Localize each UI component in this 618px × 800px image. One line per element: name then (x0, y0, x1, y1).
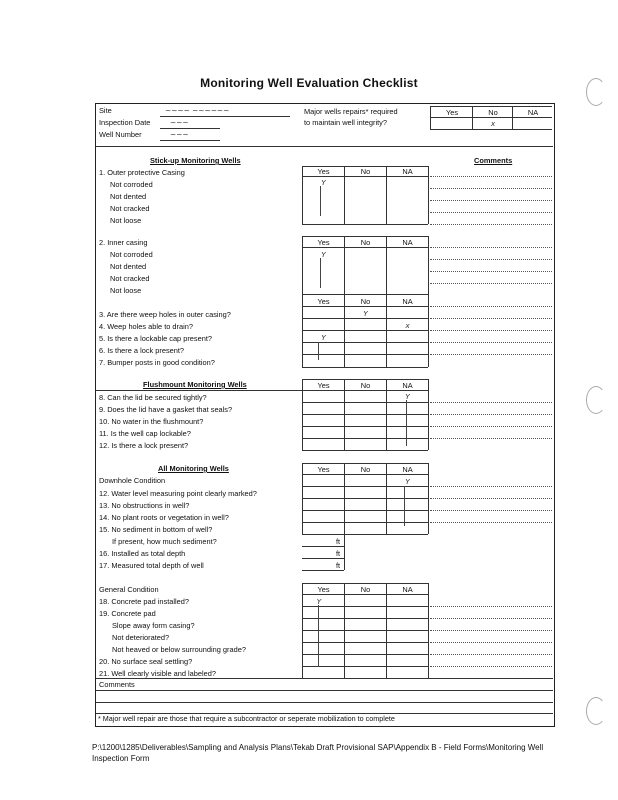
q2a-label: Not corroded (110, 250, 153, 259)
q21-label: 21. Well clearly visible and labeled? (99, 669, 216, 678)
q7-label: 7. Bumper posts in good condition? (99, 358, 215, 367)
q5-mark: Y (321, 333, 326, 342)
q15-label: 15. No sediment in bottom of well? (99, 525, 213, 534)
q6-label: 6. Is there a lock present? (99, 346, 185, 355)
all-col-no: No (360, 465, 371, 474)
general-col-yes: Yes (317, 585, 330, 594)
stickup-section-title: Stick-up Monitoring Wells (150, 156, 241, 165)
measured-depth-unit: ft (336, 561, 341, 570)
site-value: ~~~~ ~~~~~~ (165, 106, 230, 115)
q9-label: 9. Does the lid have a gasket that seals? (99, 405, 233, 414)
q3-mark: Y (363, 309, 368, 318)
site-label: Site (99, 106, 112, 115)
q5-label: 5. Is there a lockable cap present? (99, 334, 212, 343)
flush-col-na: NA (402, 381, 413, 390)
q1-col-na: NA (402, 167, 413, 176)
q2d-label: Not loose (110, 286, 142, 295)
binder-hole-top (586, 78, 606, 106)
all-mark: Y (405, 477, 410, 486)
q3-col-no: No (360, 297, 371, 306)
q19a-label: Slope away form casing? (112, 621, 195, 630)
q3-col-na: NA (402, 297, 413, 306)
q19-label: 19. Concrete pad (99, 609, 156, 618)
q2b-label: Not dented (110, 262, 147, 271)
q20-label: 20. No surface seal settling? (99, 657, 193, 666)
installed-depth-unit: ft (336, 549, 341, 558)
repairs-col-no: No (488, 108, 498, 117)
q16-label: 16. Installed as total depth (99, 549, 186, 558)
q2-col-yes: Yes (317, 238, 330, 247)
file-path-footer: P:\1200\1285\Deliverables\Sampling and Analysis Plans\Tekab Draft Provisional SAP\Appendix B - Field Forms\Monitoring Well Inspection Form (92, 743, 544, 763)
q18-label: 18. Concrete pad installed? (99, 597, 189, 606)
flushmount-section-title: Flushmount Monitoring Wells (143, 380, 247, 389)
general-col-na: NA (402, 585, 413, 594)
q1b-label: Not dented (110, 192, 147, 201)
downhole-condition-label: Downhole Condition (99, 476, 166, 485)
q17-label: 17. Measured total depth of well (99, 561, 204, 570)
general-mark: Y (316, 597, 322, 606)
inspection-date-label: Inspection Date (99, 118, 151, 127)
q1-col-yes: Yes (317, 167, 330, 176)
major-repairs-question-line1: Major wells repairs* required (304, 107, 398, 116)
form-title: Monitoring Well Evaluation Checklist (200, 76, 418, 90)
q4-mark: x (405, 321, 410, 330)
q2c-label: Not cracked (110, 274, 150, 283)
q10-label: 10. No water in the flushmount? (99, 417, 204, 426)
all-col-yes: Yes (317, 465, 330, 474)
q11-label: 11. Is the well cap lockable? (99, 429, 191, 438)
major-repairs-question-line2: to maintain well integrity? (304, 118, 387, 127)
q1c-label: Not cracked (110, 204, 150, 213)
q3-label: 3. Are there weep holes in outer casing? (99, 310, 231, 319)
general-col-no: No (360, 585, 371, 594)
q14-label: 14. No plant roots or vegetation in well? (99, 513, 229, 522)
q12b-label: 12. Water level measuring point clearly marked? (99, 489, 257, 498)
q1a-label: Not corroded (110, 180, 153, 189)
inspection-date-value: ~~~ (170, 118, 189, 127)
well-number-value: ~~~ (170, 130, 189, 139)
flush-mark: Y (405, 392, 410, 401)
repairs-col-na: NA (527, 108, 539, 117)
q2-label: 2. Inner casing (99, 238, 148, 247)
repairs-col-yes: Yes (445, 108, 459, 117)
all-col-na: NA (402, 465, 413, 474)
q8-label: 8. Can the lid be secured tightly? (99, 393, 207, 402)
general-condition-label: General Condition (99, 585, 159, 594)
binder-hole-bottom (586, 697, 606, 725)
flush-col-yes: Yes (317, 381, 330, 390)
q1-col-no: No (360, 167, 371, 176)
repairs-answer: x (490, 119, 496, 128)
comments-label: Comments (99, 680, 135, 689)
q2-col-na: NA (402, 238, 413, 247)
q19c-label: Not heaved or below surrounding grade? (112, 645, 246, 654)
q4-label: 4. Weep holes able to drain? (99, 322, 193, 331)
flush-col-no: No (360, 381, 371, 390)
q1d-label: Not loose (110, 216, 142, 225)
q2-col-no: No (360, 238, 371, 247)
q1-mark: Y (321, 178, 326, 187)
q1-label: 1. Outer protective Casing (99, 168, 185, 177)
q15a-label: If present, how much sediment? (112, 537, 217, 546)
footnote: * Major well repair are those that require a subcontractor or seperate mobilization to complete (98, 714, 395, 723)
all-wells-section-title: All Monitoring Wells (158, 464, 229, 473)
q19b-label: Not deteriorated? (112, 633, 170, 642)
q13-label: 13. No obstructions in well? (99, 501, 190, 510)
well-number-label: Well Number (99, 130, 142, 139)
q3-col-yes: Yes (317, 297, 330, 306)
comments-header: Comments (474, 156, 513, 165)
q2-mark: Y (321, 250, 326, 259)
sediment-unit: ft (336, 537, 341, 546)
binder-hole-middle (586, 386, 606, 414)
q12-label: 12. Is there a lock present? (99, 441, 189, 450)
